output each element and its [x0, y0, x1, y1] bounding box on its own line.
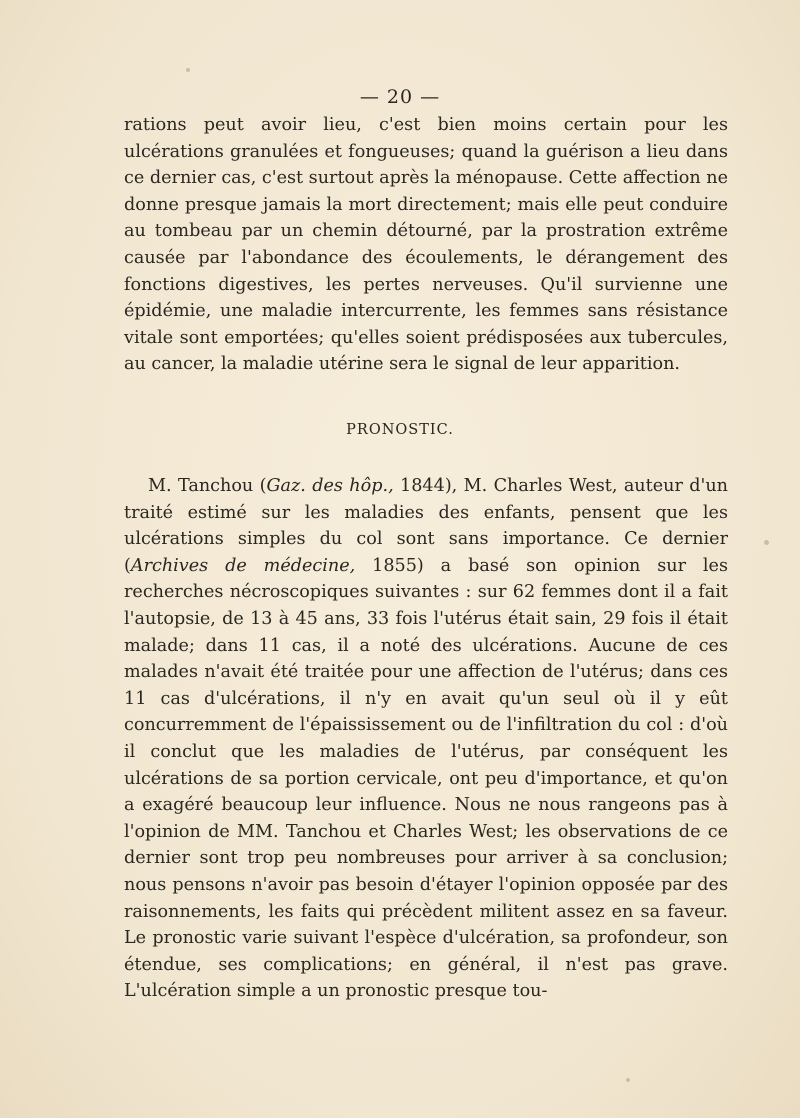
section-heading: PRONOSTIC. [346, 422, 454, 438]
paper-spot [186, 68, 190, 72]
paragraph-2-text-c: 1855) a basé son opinion sur les recherches nécroscopiques suivantes : sur 62 femmes dont il a fait l'autopsie, de 13 à 45 ans, 33 fois l'utérus était sain, 29 fois il était malade; dans 11 cas, il a noté des ulcérations. Aucune de ces malades n'avait été traitée pour une affection de l'utérus; dans ces 11 cas d'ulcérations, il n'y en avait qu'un seul où il y eût concurremment de l'épaississement ou de l'infiltration du col : d'où il conclut que les maladies de l'utérus, par conséquent les ulcérations de sa portion cervicale, ont peu d'importance, et qu'on a exagéré beaucoup leur influence. Nous ne nous rangeons pas à l'opinion de MM. Tanchou et Charles West; les observations de ce dernier sont trop peu nombreuses pour arriver à sa conclusion; nous pensons n'avoir pas besoin d'étayer l'opinion opposée par des raisonnements, les faits qui précèdent militent assez en sa faveur. Le pronostic varie suivant l'espèce d'ulcération, sa profondeur, son étendue, ses complications; en général, il n'est pas grave. L'ulcération simple a un pronostic presque tou- [124, 555, 728, 1002]
paragraph-2 [124, 473, 728, 1005]
paragraph-2-text-a: M. Tanchou ( [148, 476, 267, 496]
paragraph-2-text-b: 1844), M. Charles West, auteur d'un traité estimé sur les maladies des enfants, pensent que les ulcérations simples du col sont sans importance. Ce dernier ( [124, 476, 728, 576]
citation-archives: Archives de médecine, [130, 555, 356, 576]
citation-gazette: Gaz. des hôp., [266, 476, 394, 496]
paper-spot [764, 540, 769, 545]
page-number: — 20 — [359, 86, 441, 108]
paper-spot [626, 1078, 630, 1082]
paragraph-1: rations peut avoir lieu, c'est bien moins certain pour les ulcérations granulées et fongueuses; quand la guérison a lieu dans ce dernier cas, c'est surtout après la ménopause. Cette affection ne donne presque jamais la mort directement; mais elle peut conduire au tombeau par un chemin détourné, par la prostration extrême causée par l'abondance des écoulements, le dérangement des fonctions digestives, les pertes nerveuses. Qu'il survienne une épidémie, une maladie intercurrente, les femmes sans résistance vitale sont emportées; qu'elles soient prédisposées aux tubercules, au cancer, la maladie utérine sera le signal de leur apparition. [124, 115, 728, 375]
